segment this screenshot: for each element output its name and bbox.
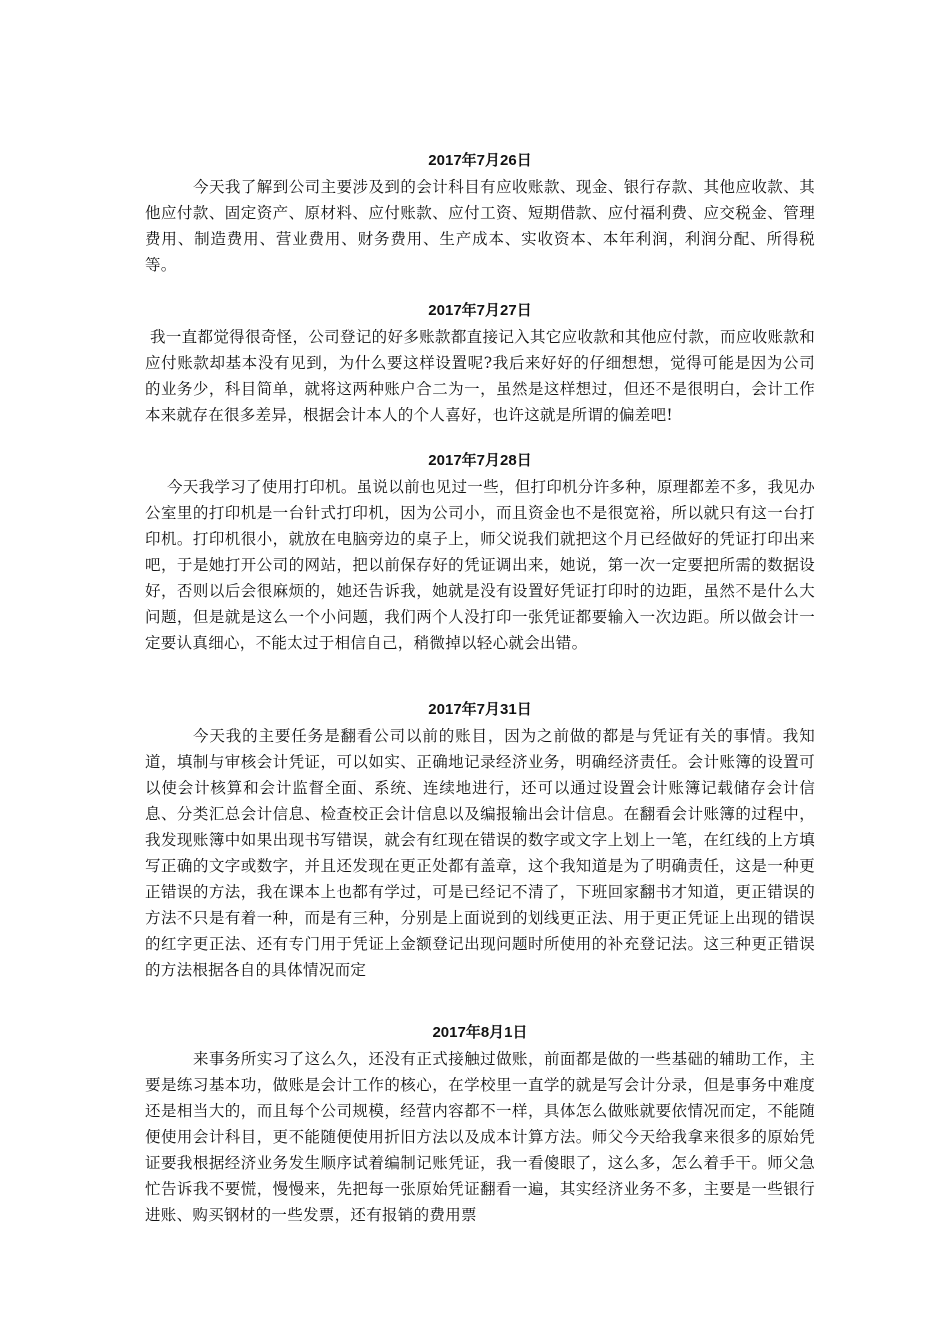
entry-date: 2017年8月1日 (432, 1024, 528, 1041)
entry-date: 2017年7月28日 (428, 452, 532, 469)
entry-text: 今天我的主要任务是翻看公司以前的账目，因为之前做的都是与凭证有关的事情。我知道，填制与审核会计凭证，可以如实、正确地记录经济业务，明确经济责任。会计账簿的设置可以使会计核算和会计监督全面、系统、连续地进行，还可以通过设置会计账簿记载储存会计信息、分类汇总会计信息、检查校正会计信息以及编报输出会计信息。在翻看会计账簿的过程中，我发现账簿中如果出现书写错误，就会有红现在错误的数字或文字上划上一笔，在红线的上方填写正确的文字或数字，并且还发现在更正处都有盖章，这个我知道是为了明确责任，这是一种更正错误的方法，我在课本上也都有学过，可是已经记不清了，下班回家翻书才知道，更正错误的方法不只是有着一种，而是有三种，分别是上面说到的划线更正法、用于更正凭证上出现的错误的红字更正法、还有专门用于凭证上金额登记出现问题时所使用的补充登记法。这三种更正错误的方法根据各自的具体情况而定 (145, 727, 815, 979)
entry-date: 2017年7月31日 (428, 701, 532, 718)
journal-entry (145, 697, 815, 983)
entry-date: 2017年7月27日 (428, 302, 532, 319)
entry-text: 来事务所实习了这么久，还没有正式接触过做账，前面都是做的一些基础的辅助工作，主要是练习基本功，做账是会计工作的核心，在学校里一直学的就是写会计分录，但是事务中难度还是相当大的，而且每个公司规模，经营内容都不一样，具体怎么做账就要依情况而定，不能随便使用会计科目，更不能随便使用折旧方法以及成本计算方法。师父今天给我拿来很多的原始凭证要我根据经济业务发生顺序试着编制记账凭证，我一看傻眼了，这么多，怎么着手干。师父急忙告诉我不要慌，慢慢来，先把每一张原始凭证翻看一遍，其实经济业务不多，主要是一些银行进账、购买钢材的一些发票，还有报销的费用票 (145, 1050, 815, 1224)
entry-text: 今天我学习了使用打印机。虽说以前也见过一些，但打印机分许多种，原理都差不多，我见办公室里的打印机是一台针式打印机，因为公司小，而且资金也不是很宽裕，所以就只有这一台打印机。打印机很小，就放在电脑旁边的桌子上，师父说我们就把这个月已经做好的凭证打印出来吧，于是她打开公司的网站，把以前保存好的凭证调出来，她说，第一次一定要把所需的数据设好，否则以后会很麻烦的，她还告诉我，她就是没有设置好凭证打印时的边距，虽然不是什么大问题，但是就是这么一个小问题，我们两个人没打印一张凭证都要输入一次边距。所以做会计一定要认真细心，不能太过于相信自己，稍微掉以轻心就会出错。 (145, 478, 815, 652)
entry-text: 我一直都觉得很奇怪，公司登记的好多账款都直接记入其它应收款和其他应付款，而应收账款和应付账款却基本没有见到，为什么要这样设置呢?我后来好好的仔细想想，觉得可能是因为公司的业务少，科目简单，就将这两种账户合二为一，虽然是这样想过，但还不是很明白，会计工作本来就存在很多差异，根据会计本人的个人喜好，也许这就是所谓的偏差吧! (145, 328, 815, 424)
journal-entry (145, 148, 815, 278)
entry-date: 2017年7月26日 (428, 152, 532, 169)
journal-entry (145, 298, 815, 428)
entry-text: 今天我了解到公司主要涉及到的会计科目有应收账款、现金、银行存款、其他应收款、其他应付款、固定资产、原材料、应付账款、应付工资、短期借款、应付福利费、应交税金、管理费用、制造费用、营业费用、财务费用、生产成本、实收资本、本年利润，利润分配、所得税等。 (145, 178, 815, 274)
journal-entry (145, 448, 815, 656)
journal-entry (145, 1020, 815, 1228)
